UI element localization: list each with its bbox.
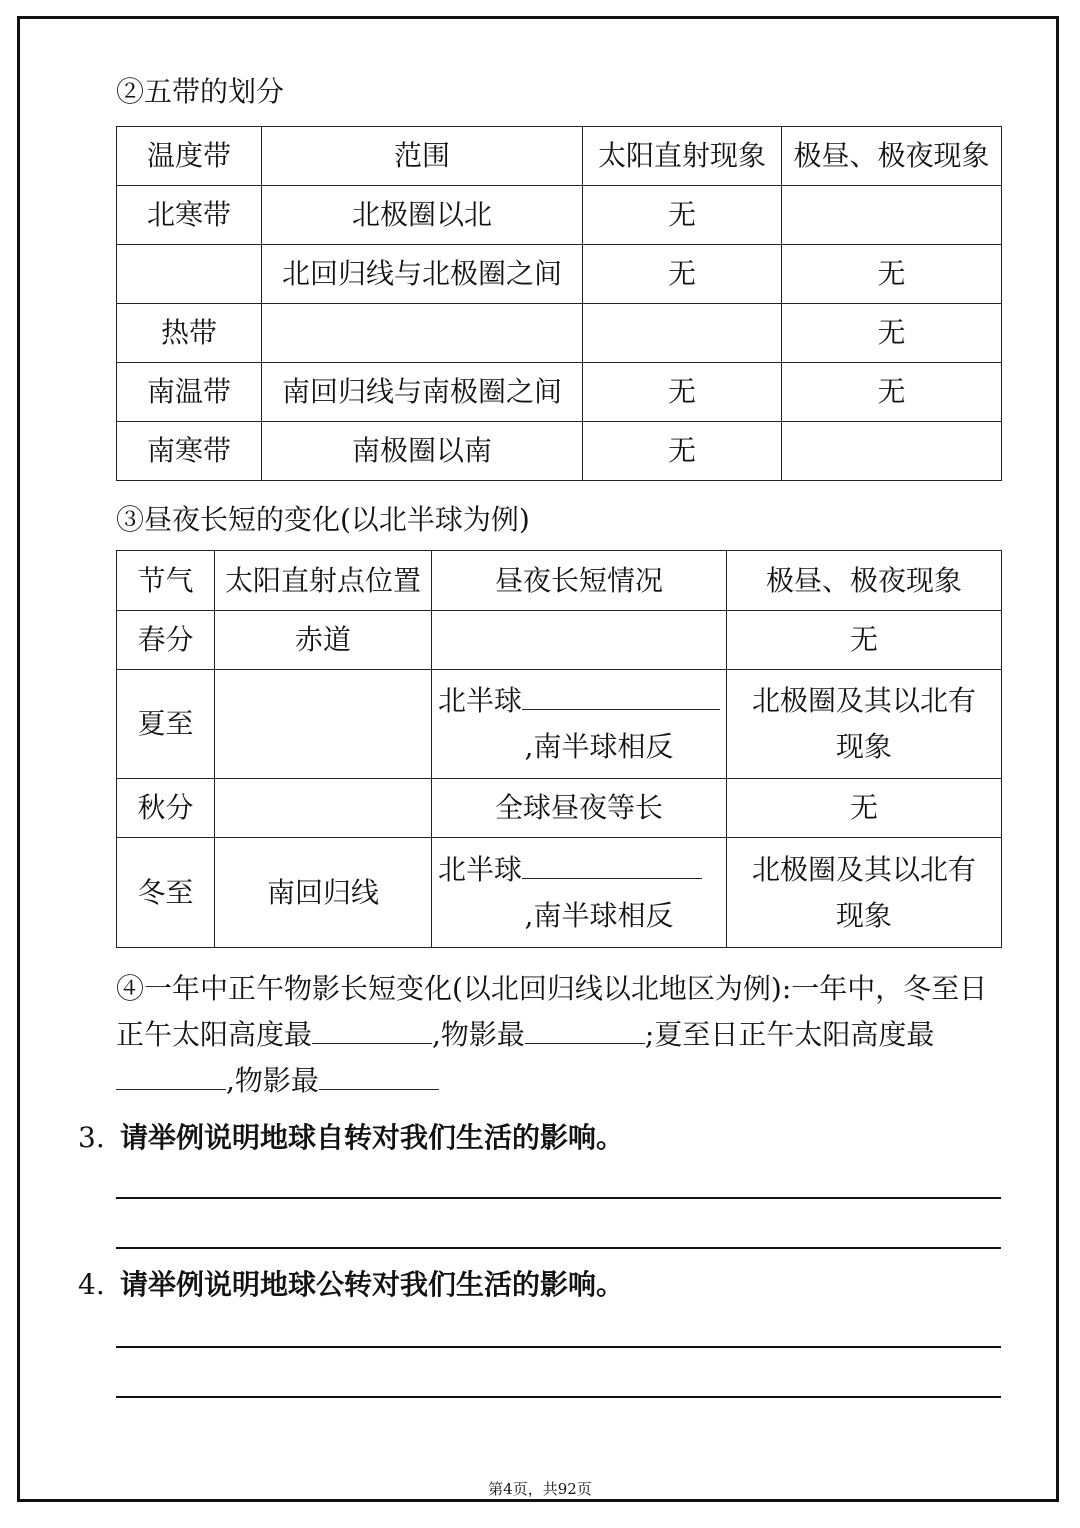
direct-sun-cell: 无 <box>583 245 782 304</box>
zone-cell: 南寒带 <box>117 422 262 481</box>
polar-line1: 北极圈及其以北有 <box>751 684 976 717</box>
header-cell: 昼夜长短情况 <box>432 551 727 611</box>
polar-line2: 现象 <box>835 898 892 932</box>
range-cell: 南极圈以南 <box>262 422 583 481</box>
position-cell-blank[interactable] <box>215 670 432 779</box>
question-3 <box>78 1120 624 1156</box>
direct-sun-cell-blank[interactable] <box>583 304 782 363</box>
range-cell: 北极圈以北 <box>262 186 583 245</box>
answer-blank[interactable] <box>116 1061 226 1090</box>
paragraph-text: ④一年中正午物影长短变化(以北回归线以北地区为例):一年中，冬至日正午太阳高度最 <box>116 972 988 1051</box>
question-text: 请举例说明地球自转对我们生活的影响。 <box>120 1121 625 1154</box>
term-cell: 冬至 <box>117 838 215 948</box>
term-cell: 夏至 <box>117 670 215 779</box>
paragraph-text: ,物影最 <box>432 1018 525 1051</box>
daylight-cell: 全球昼夜等长 <box>432 779 727 838</box>
table-row <box>117 838 1002 948</box>
answer-blank[interactable] <box>312 1015 432 1044</box>
answer-line[interactable] <box>116 1247 1001 1249</box>
table-row <box>117 245 1002 304</box>
zone-cell-blank[interactable] <box>117 245 262 304</box>
zone-cell: 热带 <box>117 304 262 363</box>
range-cell-blank[interactable] <box>262 304 583 363</box>
section-heading-day-night: ③昼夜长短的变化(以北半球为例) <box>116 503 530 536</box>
table-row <box>117 363 1002 422</box>
question-number: 3. <box>78 1121 105 1154</box>
polar-cell: 无 <box>782 363 1002 422</box>
daylight-suffix: ,南半球相反 <box>524 730 674 763</box>
direct-sun-cell: 无 <box>583 363 782 422</box>
polar-cell: 无 <box>782 304 1002 363</box>
question-number: 4. <box>78 1268 105 1301</box>
polar-cell-blank[interactable] <box>782 186 1002 245</box>
daylight-cell <box>432 838 727 948</box>
table-row <box>117 611 1002 670</box>
polar-cell: 无 <box>727 611 1002 670</box>
paragraph-text: ,物影最 <box>226 1064 319 1097</box>
position-cell: 南回归线 <box>215 838 432 948</box>
table-row <box>117 186 1002 245</box>
direct-sun-cell: 无 <box>583 422 782 481</box>
zone-cell: 南温带 <box>117 363 262 422</box>
direct-sun-cell: 无 <box>583 186 782 245</box>
header-cell: 温度带 <box>117 127 262 186</box>
daylight-prefix: 北半球 <box>438 684 523 717</box>
header-cell: 节气 <box>117 551 215 611</box>
polar-cell: 无 <box>727 779 1002 838</box>
daylight-prefix: 北半球 <box>438 852 523 886</box>
table-header-row <box>117 127 1002 186</box>
header-cell: 极昼、极夜现象 <box>727 551 1002 611</box>
shadow-change-paragraph <box>116 966 1001 1104</box>
polar-line2: 现象 <box>835 730 892 763</box>
polar-cell <box>727 838 1002 948</box>
daylight-cell <box>432 670 727 779</box>
polar-cell: 无 <box>782 245 1002 304</box>
header-cell: 太阳直射点位置 <box>215 551 432 611</box>
table-row <box>117 304 1002 363</box>
header-cell: 极昼、极夜现象 <box>782 127 1002 186</box>
day-night-table <box>116 550 1002 948</box>
page-footer: 第4页，共92页 <box>488 1480 592 1498</box>
table-header-row <box>117 551 1002 611</box>
answer-blank[interactable] <box>319 1061 439 1090</box>
term-cell: 春分 <box>117 611 215 670</box>
answer-line[interactable] <box>116 1346 1001 1348</box>
question-text: 请举例说明地球公转对我们生活的影响。 <box>120 1268 625 1301</box>
answer-line[interactable] <box>116 1396 1001 1398</box>
answer-blank[interactable] <box>525 1015 645 1044</box>
table-row <box>117 670 1002 779</box>
daylight-cell-blank[interactable] <box>432 611 727 670</box>
polar-cell-blank[interactable] <box>782 422 1002 481</box>
position-cell-blank[interactable] <box>215 779 432 838</box>
section-heading-five-zones: ②五带的划分 <box>116 75 285 108</box>
table-row <box>117 779 1002 838</box>
five-zones-table <box>116 126 1002 481</box>
answer-blank[interactable] <box>522 848 702 879</box>
range-cell: 北回归线与北极圈之间 <box>262 245 583 304</box>
zone-cell: 北寒带 <box>117 186 262 245</box>
polar-line1: 北极圈及其以北有 <box>751 852 976 886</box>
term-cell: 秋分 <box>117 779 215 838</box>
position-cell: 赤道 <box>215 611 432 670</box>
table-row <box>117 422 1002 481</box>
header-cell: 太阳直射现象 <box>583 127 782 186</box>
answer-blank[interactable] <box>522 679 720 710</box>
range-cell: 南回归线与南极圈之间 <box>262 363 583 422</box>
answer-line[interactable] <box>116 1197 1001 1199</box>
daylight-suffix: ,南半球相反 <box>524 898 674 932</box>
polar-cell <box>727 670 1002 779</box>
paragraph-text: ;夏至日正午太阳高度最 <box>644 1018 935 1051</box>
question-4 <box>78 1267 624 1303</box>
header-cell: 范围 <box>262 127 583 186</box>
